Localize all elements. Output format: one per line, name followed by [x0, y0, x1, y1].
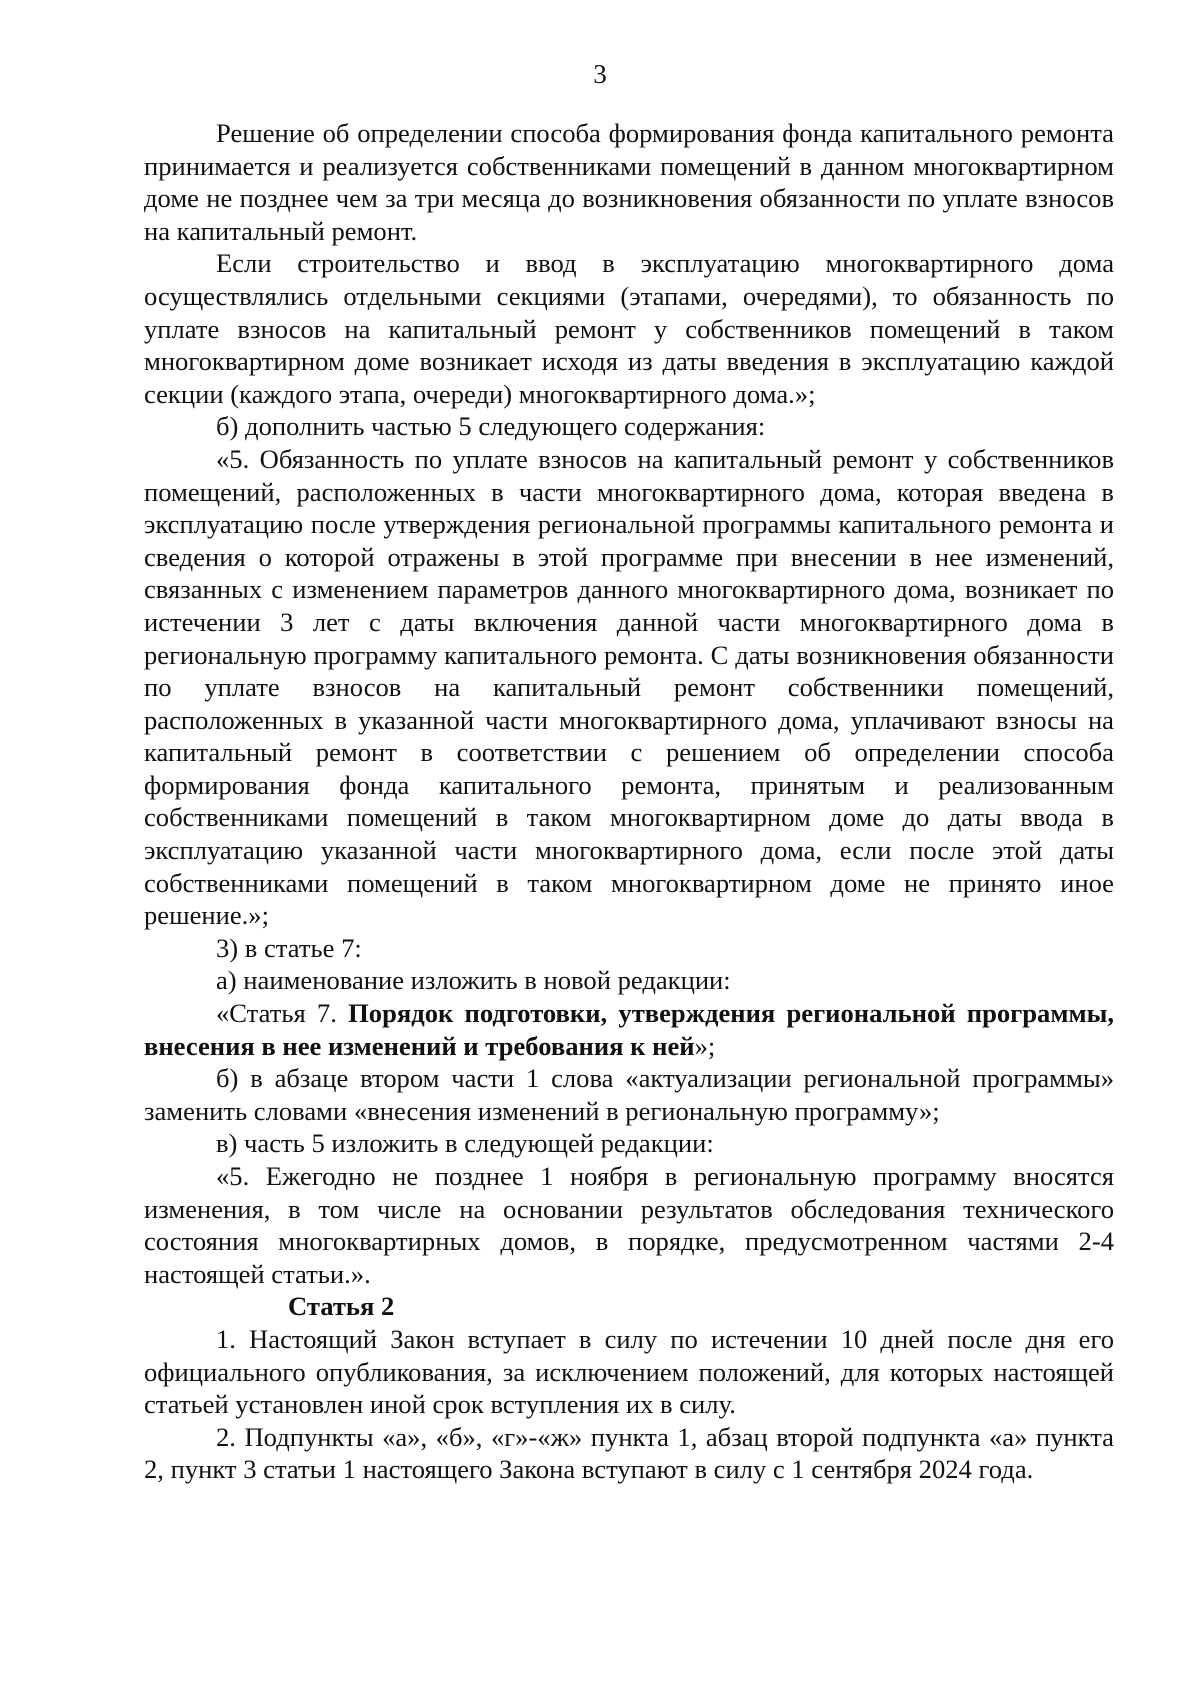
- paragraph-part-5-new-edition: в) часть 5 изложить в следующей редакции:: [216, 1128, 714, 1159]
- article-7-title-suffix: »;: [694, 1030, 716, 1061]
- paragraph-replace-words: б) в абзаце втором части 1 слова «актуализации региональной программы» заменить словами «внесения изменений в региональную программу»;: [144, 1063, 1114, 1126]
- document-body: [144, 117, 1114, 1486]
- paragraph-add-part-5: б) дополнить частью 5 следующего содержания:: [216, 411, 766, 442]
- paragraph-article-7-title: [144, 997, 1114, 1062]
- page-number: 3: [593, 59, 607, 89]
- paragraph-entry-into-force: 1. Настоящий Закон вступает в силу по истечении 10 дней после дня его официального опубликования, за исключением положений, для которых настоящей статьей установлен иной срок вступления их в силу.: [144, 1323, 1114, 1420]
- paragraph-article-7-intro: 3) в статье 7:: [216, 932, 362, 963]
- paragraph-title-new-edition: а) наименование изложить в новой редакции:: [216, 965, 731, 996]
- article-2-heading: Статья 2: [288, 1291, 395, 1322]
- paragraph-effective-date: 2. Подпункты «а», «б», «г»-«ж» пункта 1, абзац второй подпункта «а» пункта 2, пункт 3 статьи 1 настоящего Закона вступают в силу с 1 сентября 2024 года.: [144, 1421, 1114, 1485]
- article-7-title-prefix: «Статья 7.: [216, 998, 349, 1029]
- article-7-title-bold: Порядок подготовки, утверждения региональной программы, внесения в нее изменений и требования к ней: [144, 998, 1114, 1061]
- paragraph-fund-decision: Решение об определении способа формирования фонда капитального ремонта принимается и реализуется собственниками помещений в данном многоквартирном доме не позднее чем за три месяца до возникновения обязанности по уплате взносов на капитальный ремонт.: [144, 118, 1114, 246]
- paragraph-part-5-text: «5. Обязанность по уплате взносов на капитальный ремонт у собственников помещений, расположенных в части многоквартирного дома, которая введена в эксплуатацию после утверждения региональной программы капитального ремонта и сведения о которой отражены в этой программе при внесении в нее изменений, связанных с изменением параметров данного многоквартирного дома, возникает по истечении 3 лет с даты включения данной части многоквартирного дома в региональную программу капитального ремонта. С даты возникновения обязанности по уплате взносов на капитальный ремонт собственники помещений, расположенных в указанной части многоквартирного дома, уплачивают взносы на капитальный ремонт в соответствии с решением об определении способа формирования фонда капитального ремонта, принятым и реализованным собственниками помещений в таком многоквартирном доме до даты ввода в эксплуатацию указанной части многоквартирного дома, если после этой даты собственниками помещений в таком многоквартирном доме не принято иное решение.»;: [144, 443, 1114, 931]
- paragraph-sections-construction: Если строительство и ввод в эксплуатацию многоквартирного дома осуществлялись отдельными секциями (этапами, очередями), то обязанность по уплате взносов на капитальный ремонт у собственников помещений в таком многоквартирном доме возникает исходя из даты введения в эксплуатацию каждой секции (каждого этапа, очереди) многоквартирного дома.»;: [144, 248, 1114, 409]
- paragraph-annual-changes: «5. Ежегодно не позднее 1 ноября в региональную программу вносятся изменения, в том числе на основании результатов обследования технического состояния многоквартирных домов, в порядке, предусмотренном частями 2-4 настоящей статьи.».: [144, 1161, 1114, 1289]
